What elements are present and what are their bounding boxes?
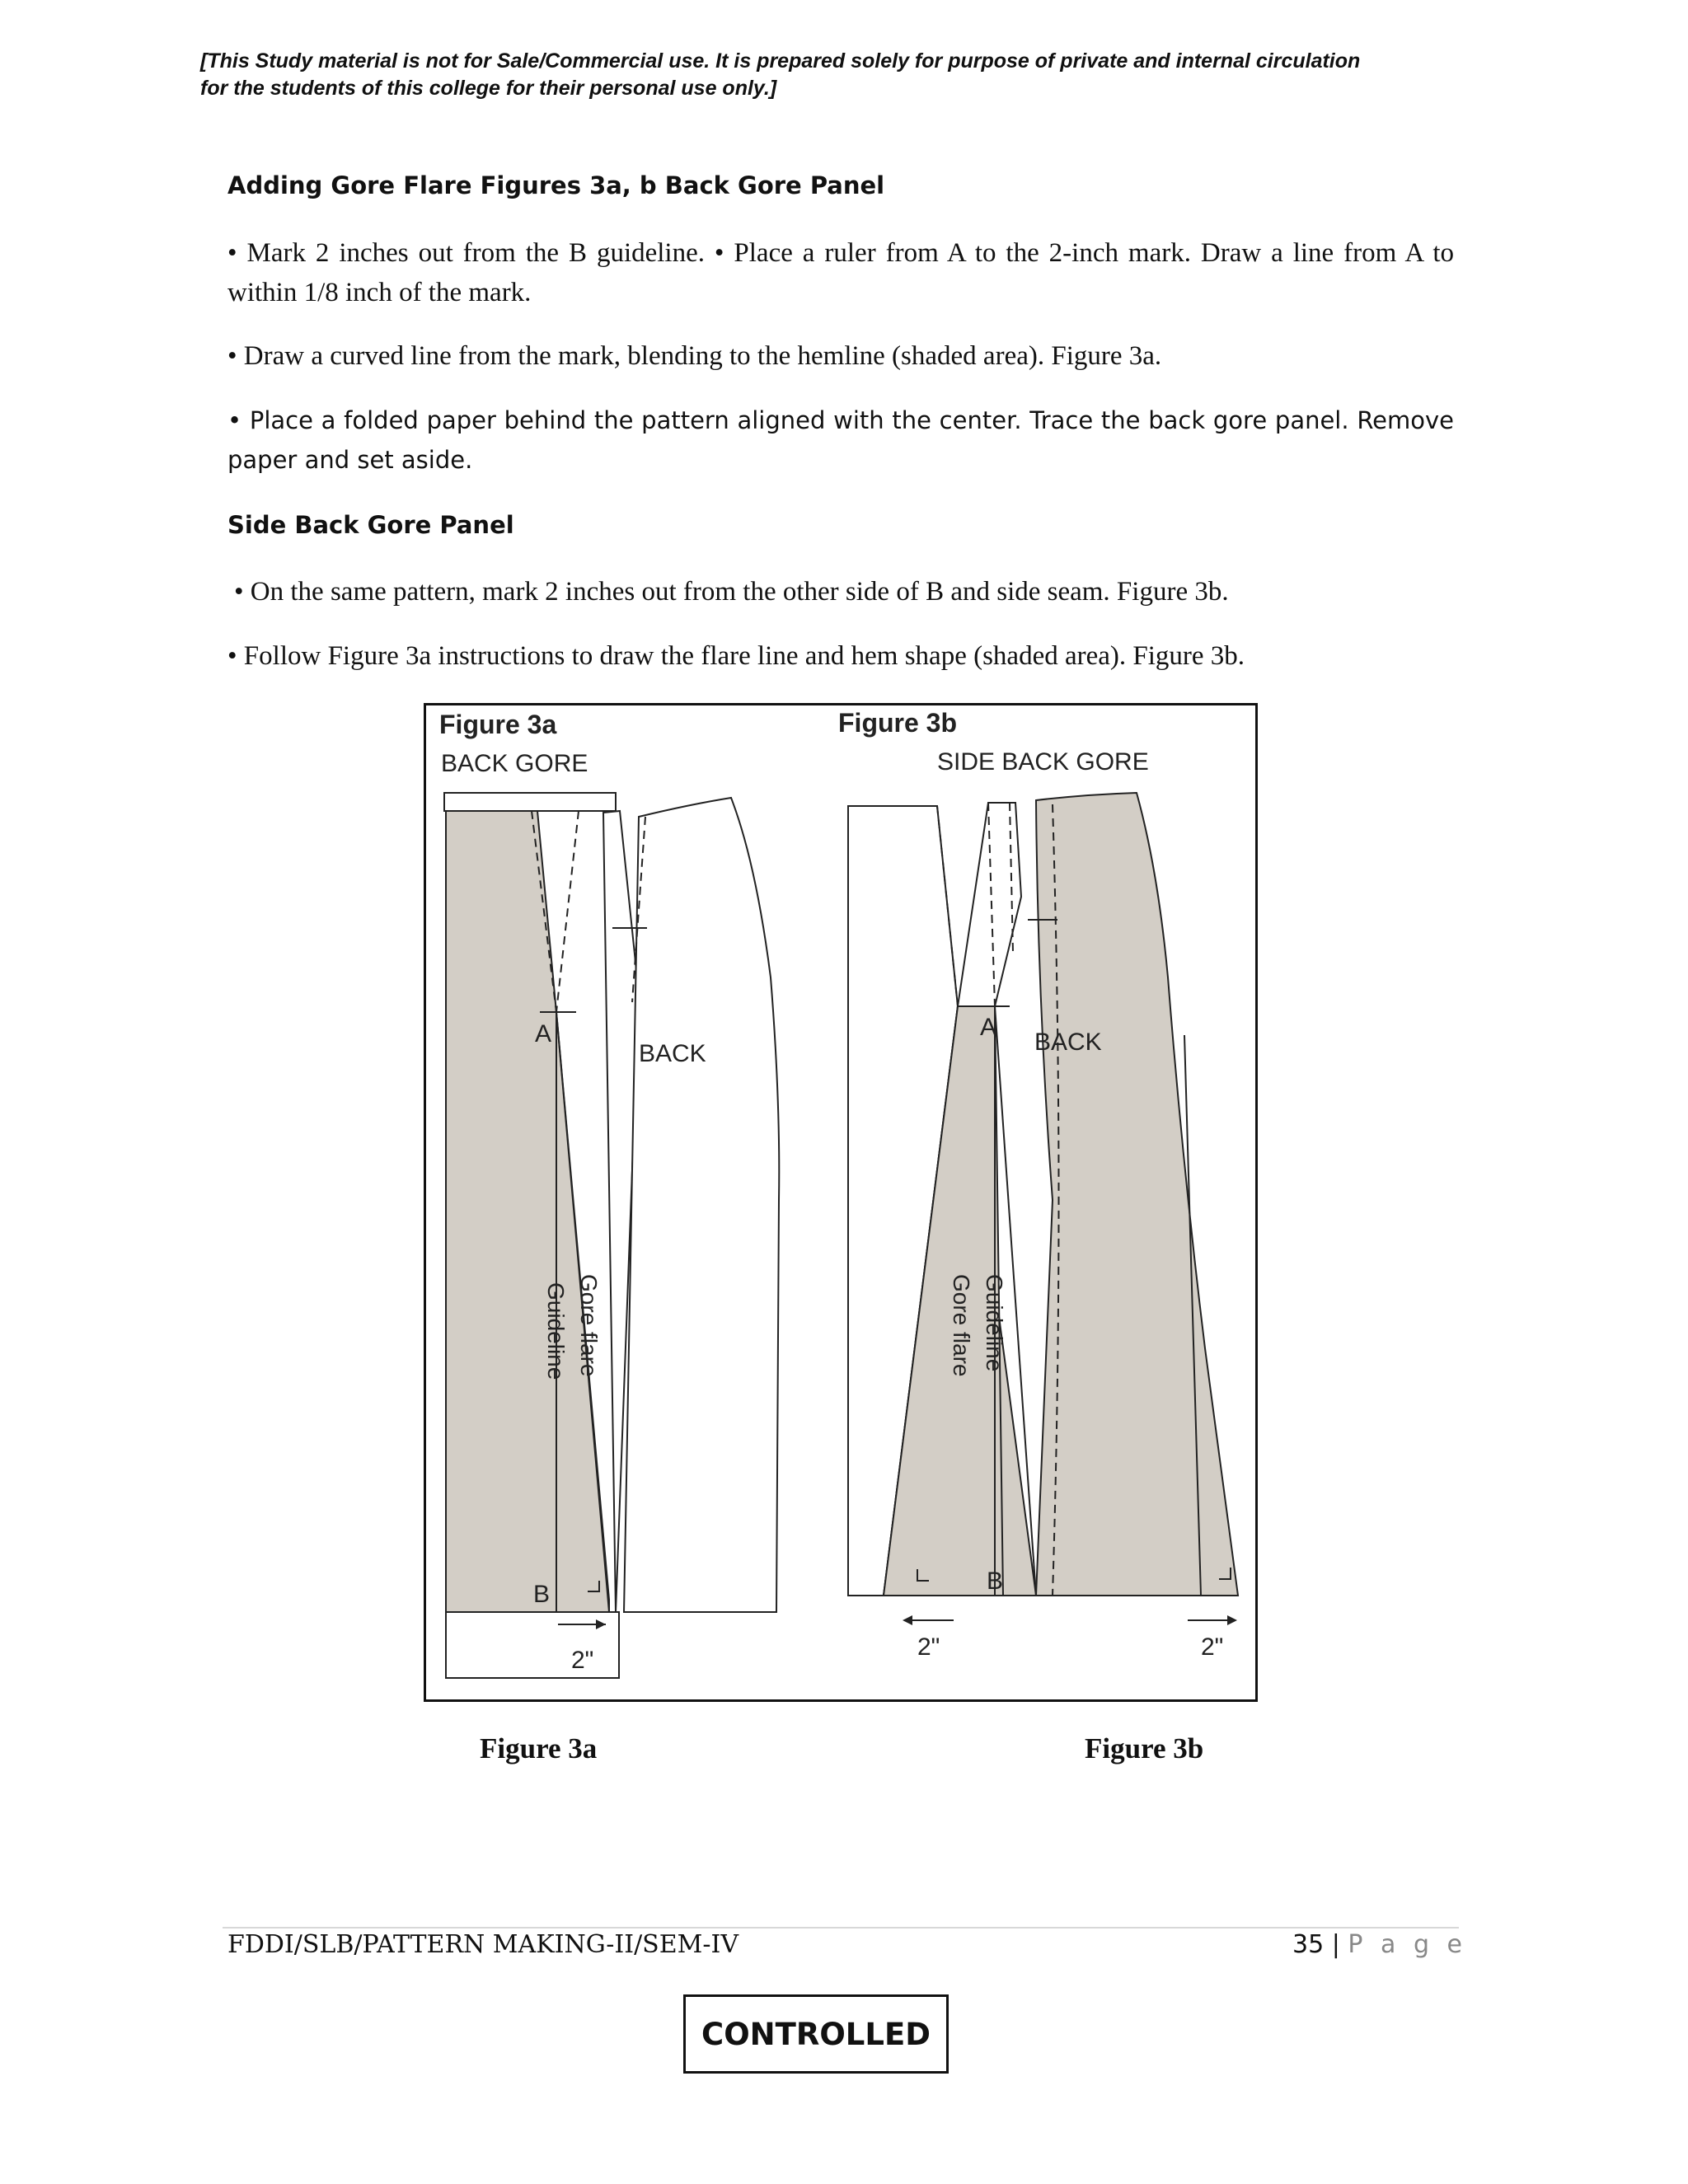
disclaimer-line-2: for the students of this college for their personal use only.] — [200, 77, 777, 100]
fig3a-subtitle: BACK GORE — [441, 750, 588, 777]
paragraph-trace-panel: • Place a folded paper behind the pattern aligned with the center. Trace the back gore panel. Remove paper and set aside. — [227, 406, 1454, 474]
paragraph-follow-instructions: • Follow Figure 3a instructions to draw the flare line and hem shape (shaded area). Figure 3b. — [227, 641, 1245, 671]
fig3a-label-gore-flare: Gore flare — [576, 1274, 602, 1377]
fig3a-title: Figure 3a — [439, 710, 557, 739]
fig3a-dart-right — [556, 811, 579, 1012]
fig3b-back-panel — [1036, 793, 1238, 1596]
disclaimer-note — [200, 48, 1486, 102]
fig3b-label-b: B — [987, 1568, 1004, 1595]
fig3a-label-guideline: Guideline — [543, 1282, 569, 1380]
fig3b-subtitle: SIDE BACK GORE — [937, 748, 1149, 776]
pattern-drawing — [426, 705, 1255, 1699]
footer-course-code: FDDI/SLB/PATTERN MAKING-II/SEM-IV — [227, 1930, 738, 1959]
fig3b-left-arrow-head — [903, 1615, 912, 1625]
fig3a-label-a: A — [535, 1020, 552, 1047]
fig3b-label-2in-right: 2" — [1201, 1633, 1224, 1661]
footer-rule — [223, 1927, 1459, 1929]
fig3a-shaded-gore-panel — [446, 811, 609, 1612]
fig3b-label-guideline: Guideline — [982, 1274, 1007, 1372]
footer-page-word: P a g e — [1348, 1930, 1467, 1959]
section-heading-side-back-gore: Side Back Gore Panel — [227, 511, 514, 539]
footer-page-number: 35 — [1292, 1930, 1325, 1959]
fig3b-label-2in-left: 2" — [917, 1633, 940, 1661]
pattern-figure — [424, 703, 1258, 1702]
caption-figure-3a: Figure 3a — [480, 1732, 598, 1765]
paragraph-mark-side-seam: • On the same pattern, mark 2 inches out from the other side of B and side seam. Figure 3b. — [234, 577, 1229, 607]
paragraph-curved-line: • Draw a curved line from the mark, blending to the hemline (shaded area). Figure 3a. — [227, 341, 1162, 371]
fig3b-label-back: BACK — [1034, 1029, 1102, 1056]
fig3a-label-2in: 2" — [571, 1647, 594, 1674]
paragraph-mark-guideline: • Mark 2 inches out from the B guideline. • Place a ruler from A to the 2-inch mark. Draw a line from A to within 1/8 inch of the mark. — [227, 238, 1454, 307]
fig3b-title: Figure 3b — [838, 708, 958, 738]
fig3b-label-gore-flare: Gore flare — [949, 1274, 974, 1377]
fig3a-waist-band — [444, 793, 616, 811]
controlled-stamp: CONTROLLED — [683, 1994, 949, 2074]
footer-page-indicator — [1292, 1930, 1467, 1959]
fig3a-back-panel — [624, 798, 779, 1612]
footer-separator: | — [1331, 1930, 1340, 1959]
disclaimer-line-1: [This Study material is not for Sale/Commercial use. It is prepared solely for purpose of private and internal circulation — [200, 49, 1361, 73]
fig3b-label-a: A — [980, 1014, 997, 1041]
caption-figure-3b: Figure 3b — [1085, 1732, 1204, 1765]
fig3b-right-arrow-head — [1227, 1615, 1237, 1625]
fig3a-label-back: BACK — [639, 1040, 706, 1067]
section-heading-back-gore: Adding Gore Flare Figures 3a, b Back Gore Panel — [227, 171, 885, 199]
fig3a-label-b: B — [533, 1581, 551, 1608]
